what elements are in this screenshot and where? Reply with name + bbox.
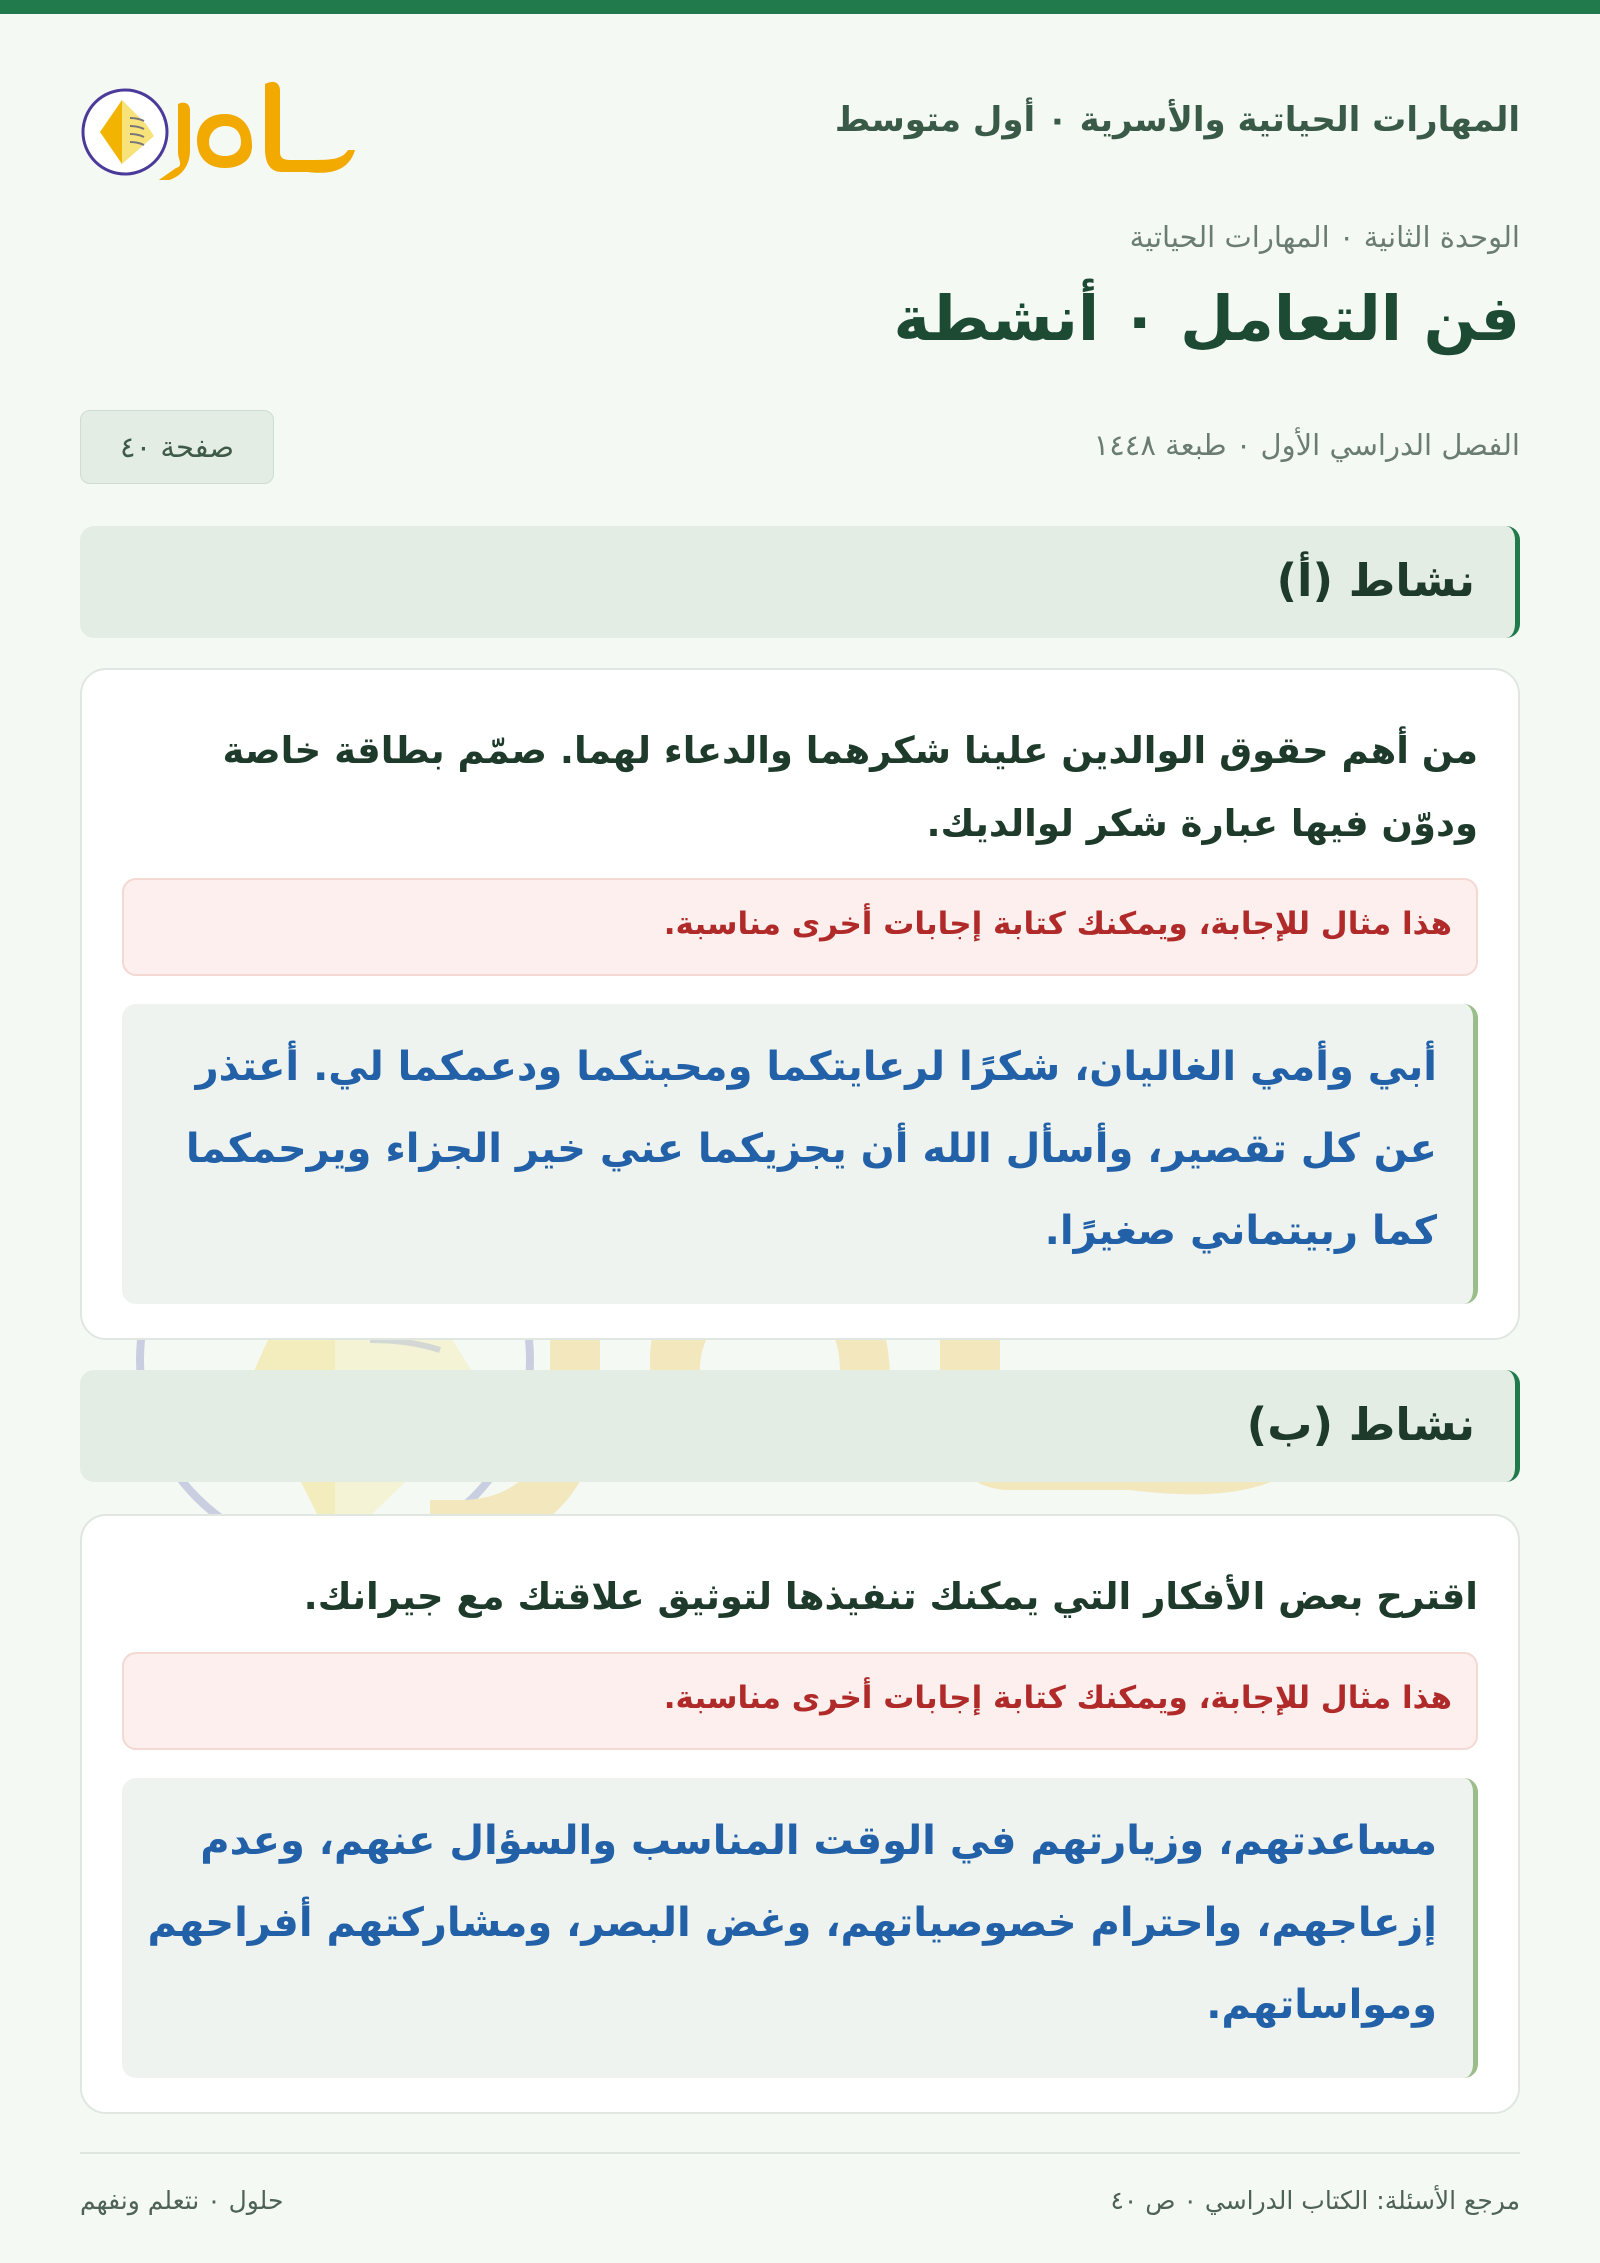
footer-divider (80, 2152, 1520, 2154)
activity-b-note (122, 1652, 1478, 1750)
page-number-badge: صفحة ٤٠ (80, 410, 274, 484)
lesson-title-block (80, 220, 1520, 355)
activity-a-note (122, 878, 1478, 976)
activity-b-heading (80, 1370, 1520, 1482)
header (80, 62, 1520, 190)
footer-reference: مرجع الأسئلة: الكتاب الدراسي ٠ ص ٤٠ (1110, 2186, 1520, 2215)
activity-b-answer: مساعدتهم، وزيارتهم في الوقت المناسب والسؤال عنهم، وعدم إزعاجهم، واحترام خصوصياتهم، وغض البصر، ومشاركتهم أفراحهم ومواساتهم. (122, 1778, 1478, 2078)
activity-a-answer: أبي وأمي الغاليان، شكرًا لرعايتكما ومحبتكما ودعمكما لي. أعتذر عن كل تقصير، وأسأل الله أن يجزيكما عني خير الجزاء ويرحمكما كما ربيتماني صغيرًا. (122, 1004, 1478, 1304)
activity-b-card (80, 1514, 1520, 2114)
activity-b-question: اقترح بعض الأفكار التي يمكنك تنفيذها لتوثيق علاقتك مع جيرانك. (303, 1575, 1478, 1618)
semester-label: الفصل الدراسي الأول ٠ طبعة ١٤٤٨ (1093, 428, 1520, 462)
activity-b-heading-label: نشاط (ب) (1246, 1398, 1475, 1451)
footer-brand: حلول ٠ نتعلم ونفهم (80, 2186, 284, 2215)
activity-a-note-text: هذا مثال للإجابة، ويمكنك كتابة إجابات أخرى مناسبة. (663, 906, 1452, 942)
unit-label: الوحدة الثانية ٠ المهارات الحياتية (1129, 220, 1520, 254)
activity-a-heading-label: نشاط (أ) (1276, 554, 1475, 607)
activity-a-heading (80, 526, 1520, 638)
activity-a-question: من أهم حقوق الوالدين علينا شكرهما والدعاء لهما. صمّم بطاقة خاصة ودوّن فيها عبارة شكر لوالديك. (222, 729, 1478, 845)
page (80, 0, 1520, 2263)
subject-title: المهارات الحياتية والأسرية ٠ أول متوسط (834, 100, 1520, 140)
meta-row (80, 410, 1520, 484)
activity-a-card (80, 668, 1520, 1340)
page-title: فن التعامل ٠ أنشطة (893, 282, 1520, 355)
brand-logo[interactable] (80, 70, 370, 180)
activity-b-note-text: هذا مثال للإجابة، ويمكنك كتابة إجابات أخرى مناسبة. (663, 1680, 1452, 1716)
